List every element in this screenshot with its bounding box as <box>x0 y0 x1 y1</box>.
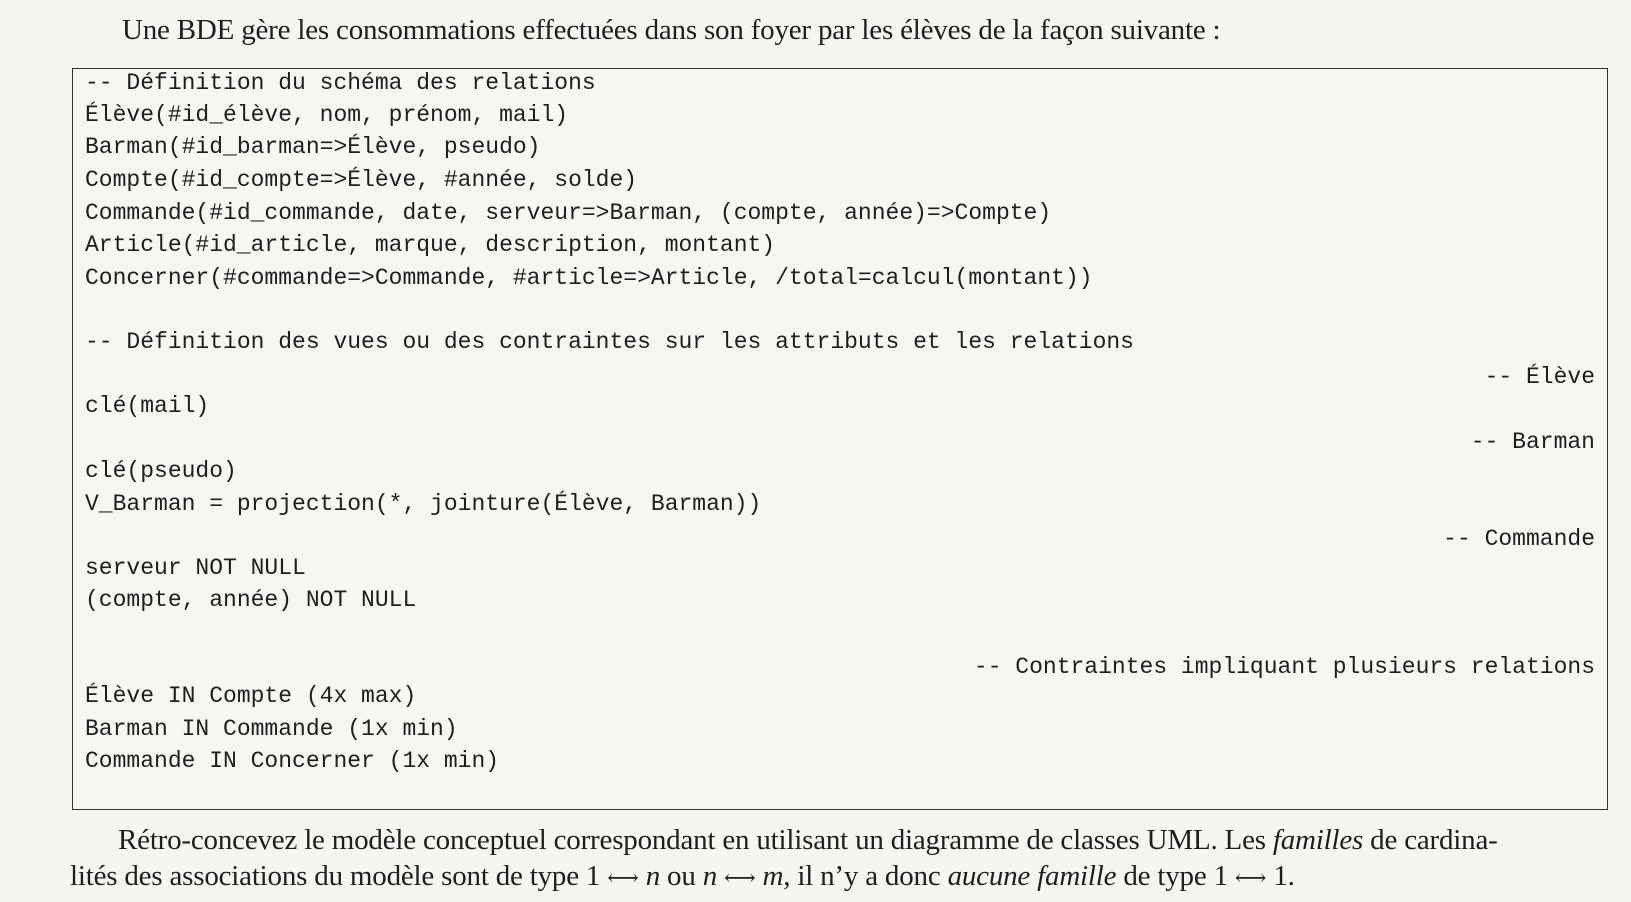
relation-eleve: Élève(#id_élève, nom, prénom, mail) <box>85 102 569 128</box>
constraint-line: V_Barman = projection(*, jointure(Élève, Barman)) <box>85 491 762 517</box>
code-listing <box>72 68 1608 810</box>
bidirectional-arrow-icon: ⟷ <box>724 866 756 891</box>
instructions-line-1: Rétro-concevez le modèle conceptuel correspondant en utilisant un diagramme de classes UML. Les familles de cardina- <box>118 824 1498 856</box>
constraint-line: (compte, année) NOT NULL <box>85 587 417 613</box>
eleve-section-comment: -- Élève <box>1484 364 1595 390</box>
constraint-line: serveur NOT NULL <box>85 555 306 581</box>
bidirectional-arrow-icon: ⟷ <box>607 866 639 891</box>
constraint-line: Élève IN Compte (4x max) <box>85 683 417 709</box>
relation-article: Article(#id_article, marque, description, montant) <box>85 232 776 258</box>
relation-concerner: Concerner(#commande=>Commande, #article=>Article, /total=calcul(montant)) <box>85 265 1093 291</box>
exercise-instructions <box>70 822 1610 897</box>
constraint-line: clé(pseudo) <box>85 458 237 484</box>
constraint-line: Barman IN Commande (1x min) <box>85 716 458 742</box>
constraints-comment: -- Définition des vues ou des contraintes sur les attributs et les relations <box>85 329 1134 355</box>
commande-section-comment: -- Commande <box>1443 526 1595 552</box>
relation-commande: Commande(#id_commande, date, serveur=>Barman, (compte, année)=>Compte) <box>85 200 1052 226</box>
relation-barman: Barman(#id_barman=>Élève, pseudo) <box>85 134 541 160</box>
relation-compte: Compte(#id_compte=>Élève, #année, solde) <box>85 167 638 193</box>
multi-relations-comment: -- Contraintes impliquant plusieurs relations <box>973 654 1595 680</box>
bidirectional-arrow-icon: ⟷ <box>1234 866 1267 891</box>
constraint-line: Commande IN Concerner (1x min) <box>85 748 500 774</box>
intro-text: Une BDE gère les consommations effectuées dans son foyer par les élèves de la façon suivante : <box>122 14 1221 46</box>
instructions-line-2: lités des associations du modèle sont de type 1 ⟷ n ou n ⟷ m, il n’y a donc aucune famille de type 1 ⟷ 1. <box>70 860 1295 892</box>
barman-section-comment: -- Barman <box>1470 429 1595 455</box>
schema-comment: -- Définition du schéma des relations <box>85 70 596 96</box>
constraint-line: clé(mail) <box>85 393 210 419</box>
